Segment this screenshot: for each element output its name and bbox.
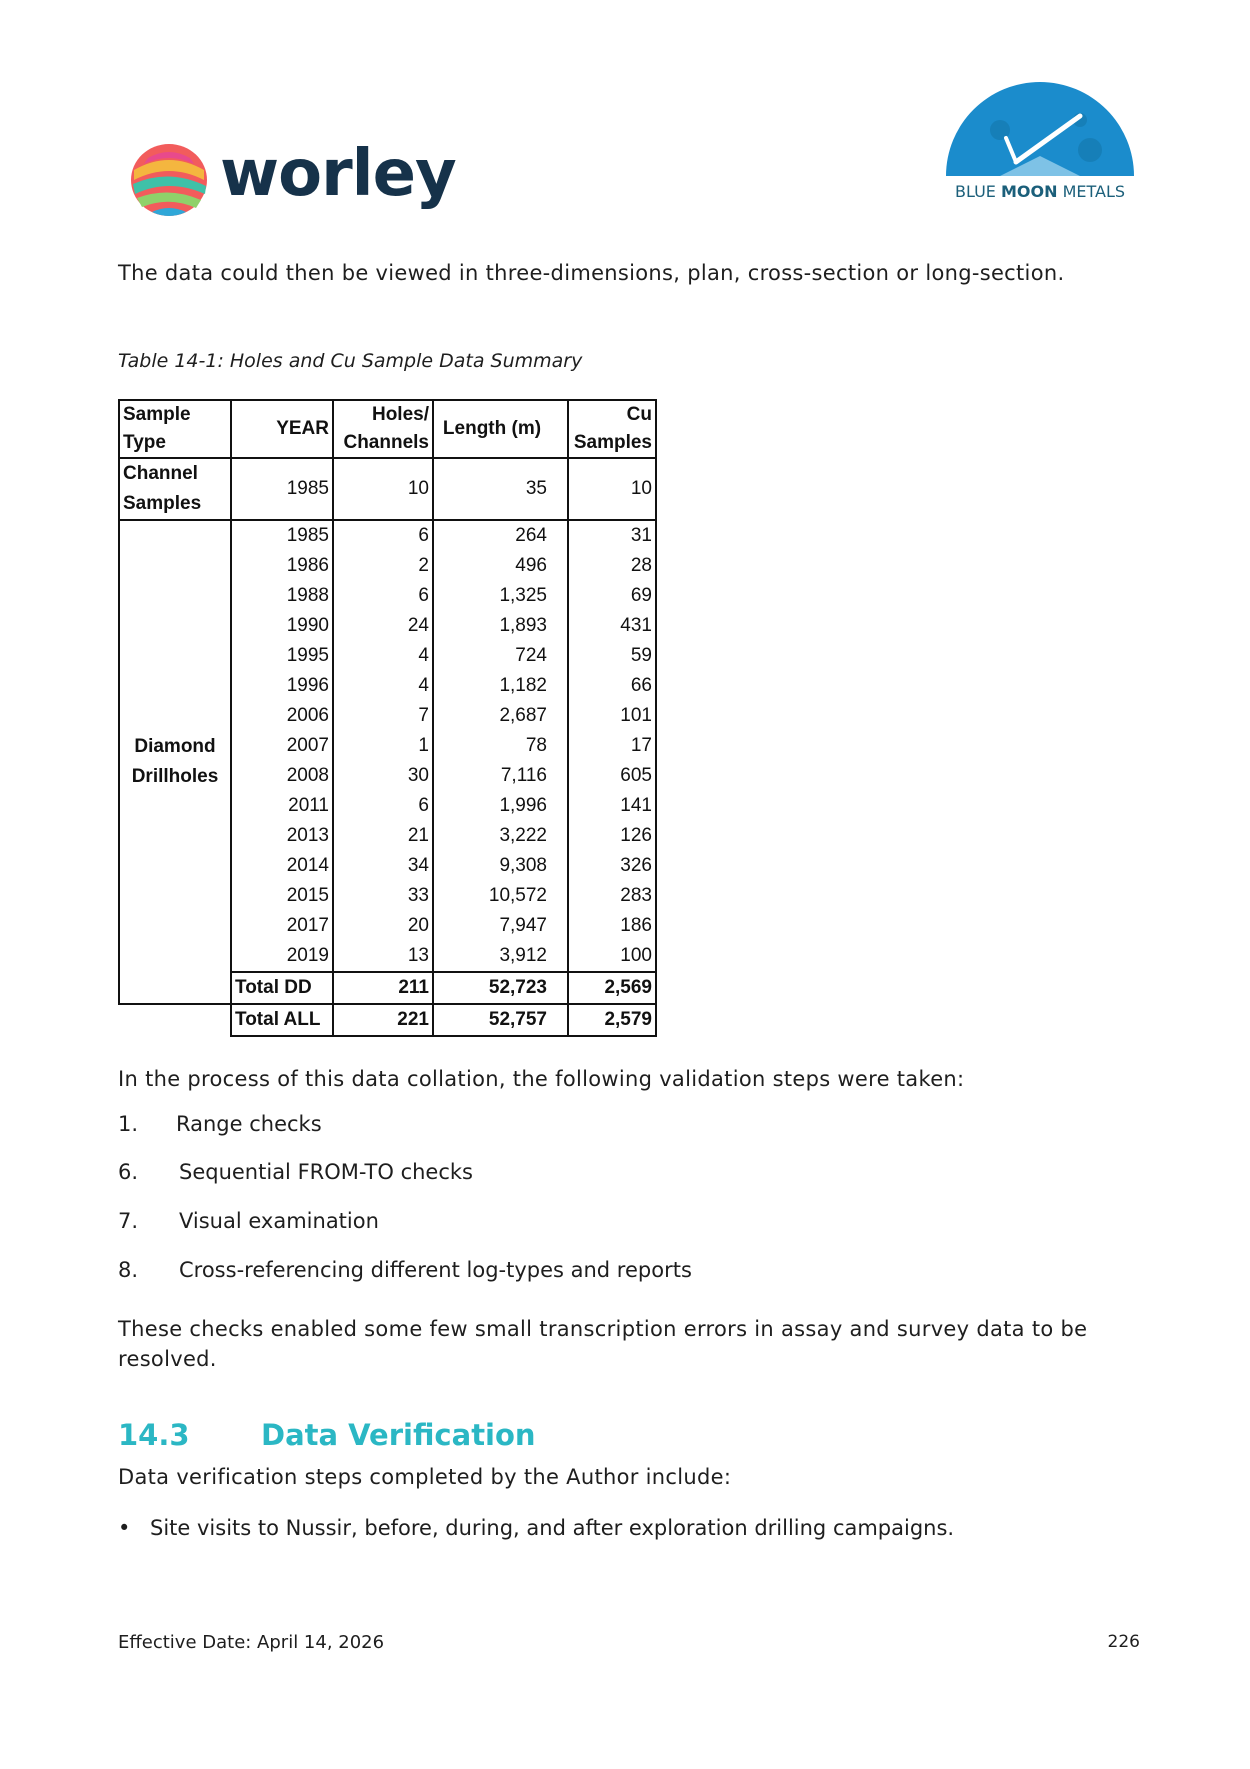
cell-cu: 31 <box>568 520 656 551</box>
cell-length: 7,116 <box>433 761 568 791</box>
bullet-symbol: • <box>118 1516 131 1540</box>
verification-intro: Data verification steps completed by the Author include: <box>118 1465 732 1489</box>
header-holes-channels: Holes/ Channels <box>333 400 433 458</box>
cell-holes: 6 <box>333 581 433 611</box>
blue-moon-metals-text: BLUE MOON METALS <box>954 182 1126 201</box>
cell-total: 2,569 <box>568 972 656 1004</box>
cell-length: 35 <box>433 458 568 520</box>
cell-cu: 59 <box>568 641 656 671</box>
validation-intro: In the process of this data collation, the following validation steps were taken: <box>118 1067 965 1091</box>
cell-holes: 1 <box>333 731 433 761</box>
cell-length: 3,222 <box>433 821 568 851</box>
cell-cu: 283 <box>568 881 656 911</box>
cell-cu: 431 <box>568 611 656 641</box>
cell-cu: 141 <box>568 791 656 821</box>
cell-length: 724 <box>433 641 568 671</box>
cell-year: 1996 <box>231 671 333 701</box>
cell-length: 1,325 <box>433 581 568 611</box>
cell-length: 10,572 <box>433 881 568 911</box>
cell-cu: 186 <box>568 911 656 941</box>
cell-holes: 13 <box>333 941 433 972</box>
cell-year: 2013 <box>231 821 333 851</box>
header-cu-samples: Cu Samples <box>568 400 656 458</box>
cell-cu: 17 <box>568 731 656 761</box>
cell-holes: 4 <box>333 671 433 701</box>
cell-holes: 6 <box>333 791 433 821</box>
cell-cu: 126 <box>568 821 656 851</box>
cell-year: 2015 <box>231 881 333 911</box>
cell-length: 9,308 <box>433 851 568 881</box>
cell-length: 1,893 <box>433 611 568 641</box>
cell-total: 52,757 <box>433 1004 568 1036</box>
cell-empty <box>119 1004 231 1036</box>
step-number: 7. <box>118 1209 139 1233</box>
cell-length: 1,996 <box>433 791 568 821</box>
cell-year: 1986 <box>231 551 333 581</box>
cell-length: 3,912 <box>433 941 568 972</box>
cell-type-channel: Channel Samples <box>119 458 231 520</box>
footer-effective-date: Effective Date: April 14, 2026 <box>118 1632 385 1653</box>
step-text: Range checks <box>176 1112 322 1136</box>
cell-year: 1995 <box>231 641 333 671</box>
validation-step <box>118 1258 692 1282</box>
cell-year: 2017 <box>231 911 333 941</box>
cell-holes: 10 <box>333 458 433 520</box>
cell-length: 264 <box>433 520 568 551</box>
cell-length: 7,947 <box>433 911 568 941</box>
cell-total: 2,579 <box>568 1004 656 1036</box>
cell-year: 2014 <box>231 851 333 881</box>
step-number: 6. <box>118 1160 139 1184</box>
cell-year: 2006 <box>231 701 333 731</box>
cell-total: 52,723 <box>433 972 568 1004</box>
worley-wordmark: worley <box>220 137 456 211</box>
cell-cu: 605 <box>568 761 656 791</box>
cell-cu: 10 <box>568 458 656 520</box>
step-text: Sequential FROM-TO checks <box>179 1160 473 1184</box>
header-year: YEAR <box>231 400 333 458</box>
steps-conclusion: These checks enabled some few small transcription errors in assay and survey data to be resolved. <box>118 1317 1088 1371</box>
cell-cu: 100 <box>568 941 656 972</box>
cell-year: 2011 <box>231 791 333 821</box>
holes-cu-summary-table <box>118 399 657 1037</box>
cell-cu: 69 <box>568 581 656 611</box>
cell-year: 2007 <box>231 731 333 761</box>
cell-total: 221 <box>333 1004 433 1036</box>
page-number: 226 <box>1107 1632 1140 1652</box>
verification-bullet <box>118 1516 954 1540</box>
blue-moon-metals-logo <box>940 80 1140 210</box>
worley-emblem-icon <box>128 140 210 220</box>
cell-length: 78 <box>433 731 568 761</box>
cell-total: Total ALL <box>231 1004 333 1036</box>
cell-holes: 24 <box>333 611 433 641</box>
validation-step <box>118 1112 322 1136</box>
cell-holes: 30 <box>333 761 433 791</box>
cell-holes: 33 <box>333 881 433 911</box>
cell-holes: 7 <box>333 701 433 731</box>
validation-step <box>118 1209 379 1233</box>
table-row <box>119 520 656 551</box>
cell-year: 2008 <box>231 761 333 791</box>
table-row-total-all <box>119 1004 656 1036</box>
validation-step <box>118 1160 473 1184</box>
table-row-channel <box>119 458 656 520</box>
cell-holes: 6 <box>333 520 433 551</box>
cell-holes: 20 <box>333 911 433 941</box>
cell-cu: 28 <box>568 551 656 581</box>
cell-length: 1,182 <box>433 671 568 701</box>
step-text: Cross-referencing different log-types and reports <box>179 1258 692 1282</box>
table-caption: Table 14-1: Holes and Cu Sample Data Summary <box>118 350 583 372</box>
cell-total: Total DD <box>231 972 333 1004</box>
table-header-row <box>119 400 656 458</box>
section-title: Data Verification <box>261 1418 536 1452</box>
cell-year: 1985 <box>231 520 333 551</box>
step-number: 8. <box>118 1258 139 1282</box>
section-heading <box>118 1418 536 1452</box>
cell-holes: 4 <box>333 641 433 671</box>
worley-logo <box>128 137 458 220</box>
cell-type-diamond: Diamond Drillholes <box>119 520 231 1004</box>
cell-cu: 66 <box>568 671 656 701</box>
cell-year: 1990 <box>231 611 333 641</box>
cell-year: 2019 <box>231 941 333 972</box>
cell-length: 496 <box>433 551 568 581</box>
step-text: Visual examination <box>179 1209 379 1233</box>
cell-cu: 326 <box>568 851 656 881</box>
step-number: 1. <box>118 1112 139 1136</box>
section-number: 14.3 <box>118 1418 190 1452</box>
cell-cu: 101 <box>568 701 656 731</box>
cell-year: 1985 <box>231 458 333 520</box>
cell-length: 2,687 <box>433 701 568 731</box>
intro-paragraph: The data could then be viewed in three-dimensions, plan, cross-section or long-section. <box>118 261 1065 285</box>
cell-holes: 21 <box>333 821 433 851</box>
cell-total: 211 <box>333 972 433 1004</box>
cell-holes: 2 <box>333 551 433 581</box>
cell-year: 1988 <box>231 581 333 611</box>
header-length: Length (m) <box>433 400 568 458</box>
bullet-text: Site visits to Nussir, before, during, and after exploration drilling campaigns. <box>150 1516 955 1540</box>
header-sample-type: Sample Type <box>119 400 231 458</box>
cell-holes: 34 <box>333 851 433 881</box>
